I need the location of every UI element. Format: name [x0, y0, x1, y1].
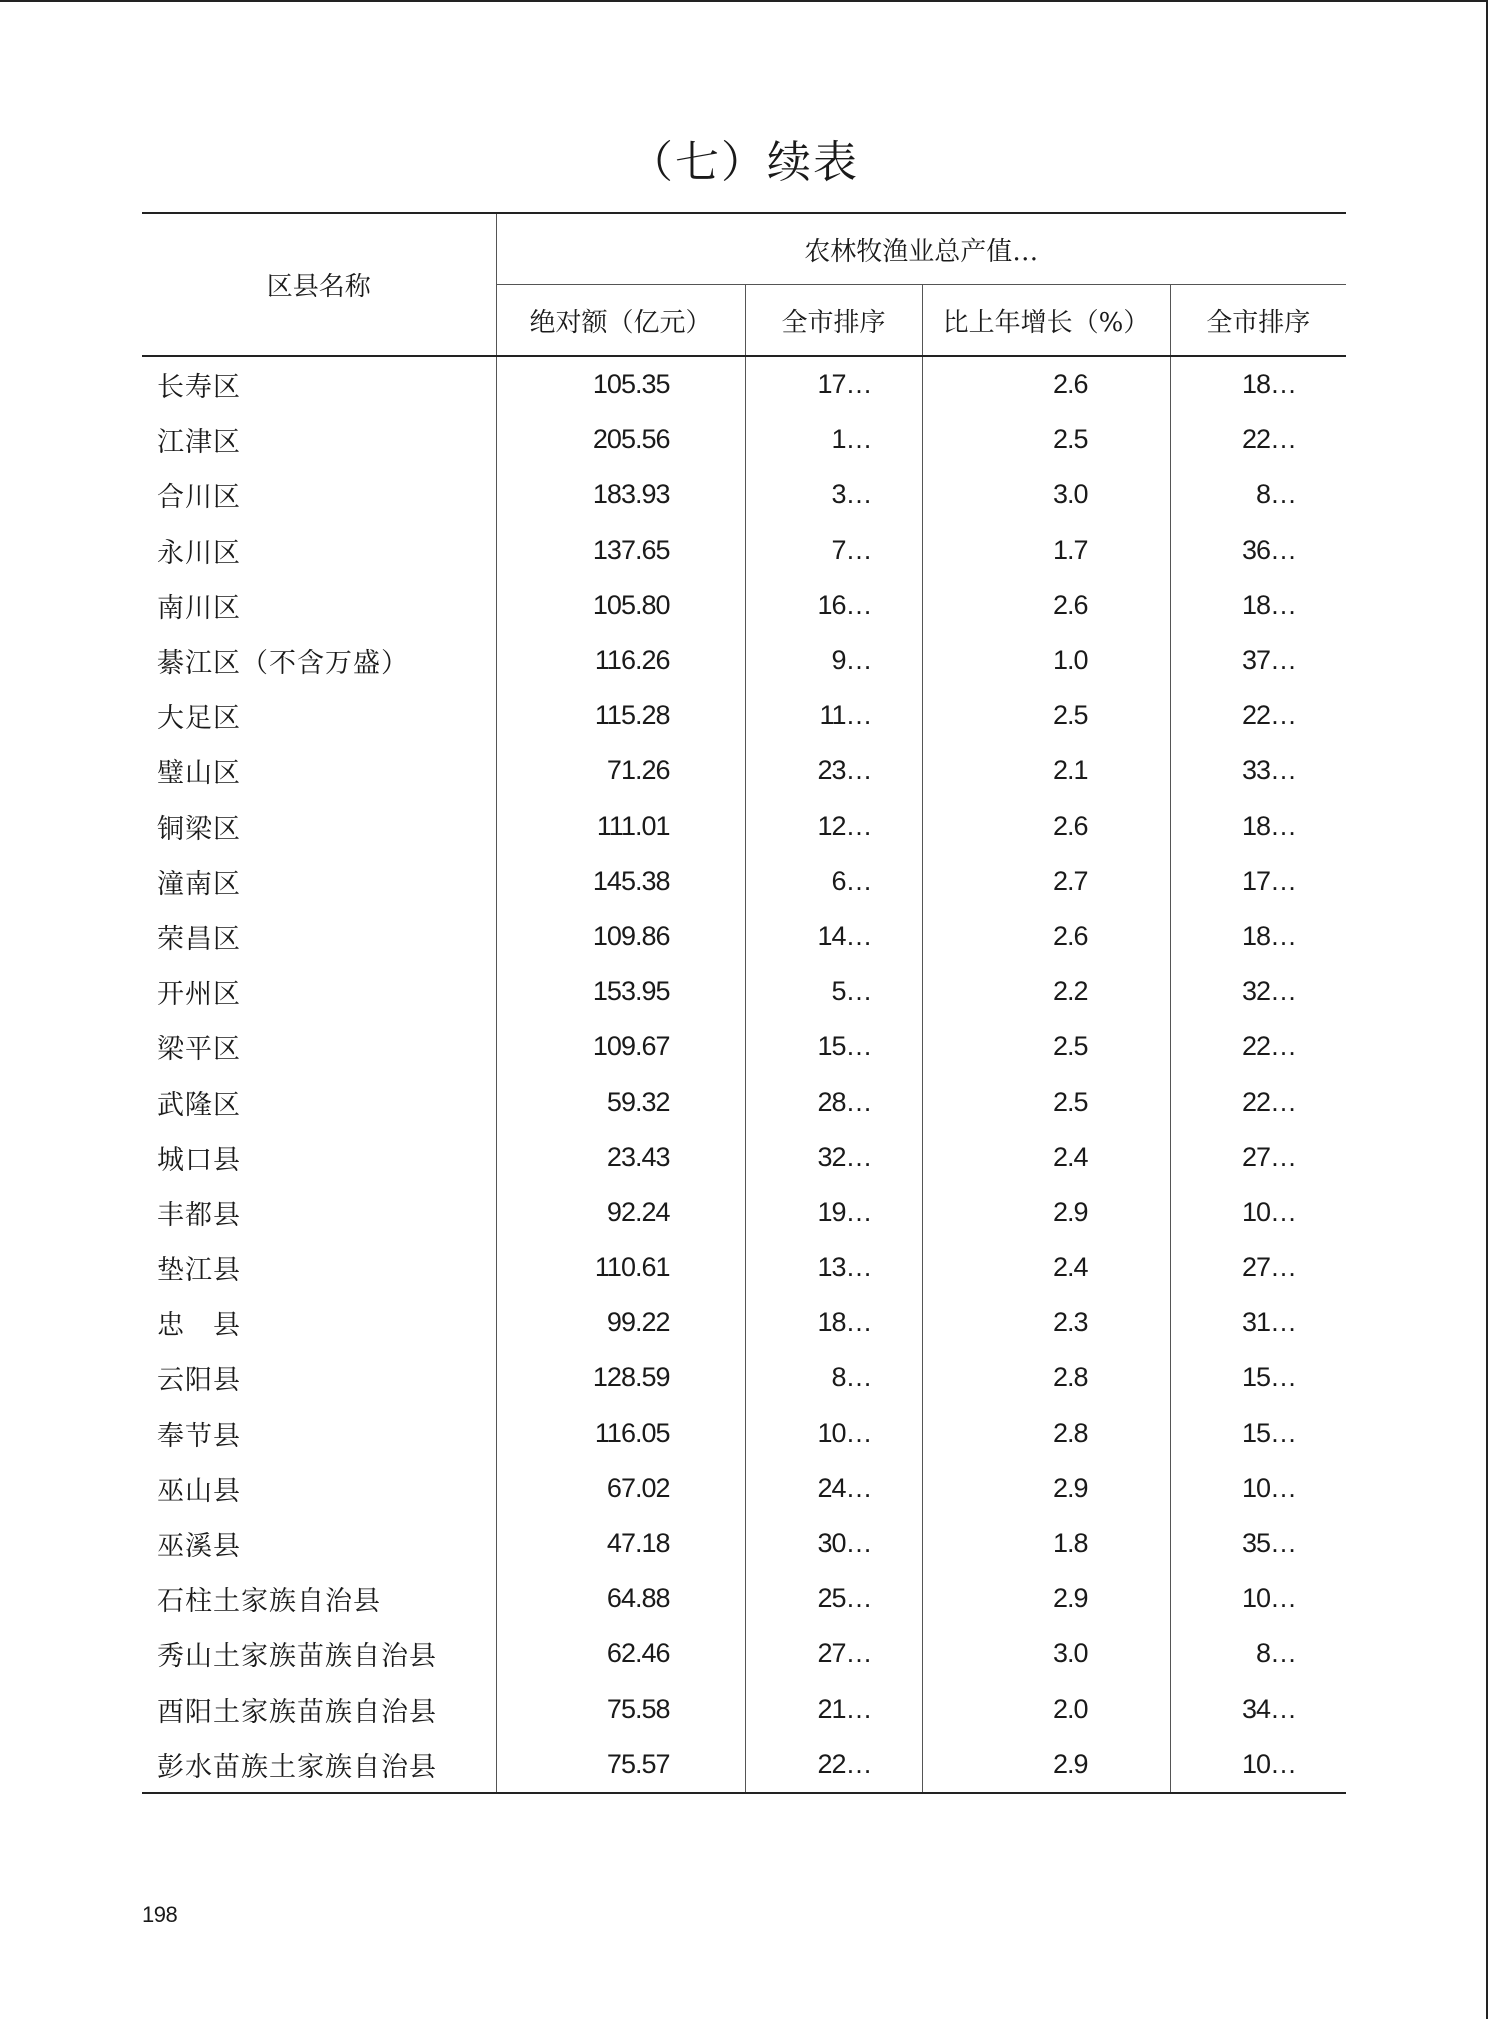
- growth-rank-cell: 15…: [1241, 1362, 1297, 1393]
- table-header: [142, 213, 1346, 356]
- growth-rank-cell: 27…: [1241, 1252, 1297, 1283]
- growth-rate-cell: 2.3: [922, 1295, 1170, 1350]
- table-row: [142, 356, 1346, 412]
- district-name-cell: 铜梁区: [142, 799, 496, 854]
- growth-rate-cell: 1.8: [922, 1516, 1170, 1571]
- growth-rate-cell: 2.9: [922, 1571, 1170, 1626]
- table-row: [142, 1461, 1346, 1516]
- absolute-value-cell: 128.59: [496, 1350, 745, 1405]
- district-name-cell: 酉阳土家族苗族自治县: [142, 1682, 496, 1737]
- absolute-value-cell: 75.58: [496, 1682, 745, 1737]
- table-row: [142, 964, 1346, 1019]
- value-rank-cell: 9…: [745, 633, 922, 688]
- growth-rank-cell: 34…: [1241, 1693, 1297, 1724]
- growth-rate-cell: 2.8: [922, 1350, 1170, 1405]
- growth-rate-cell: 2.0: [922, 1682, 1170, 1737]
- table-row: [142, 1682, 1346, 1737]
- absolute-value-cell: 153.95: [496, 964, 745, 1019]
- table-row: [142, 688, 1346, 743]
- absolute-value-header: 绝对额（亿元）: [496, 285, 745, 357]
- district-name-cell: 秀山土家族苗族自治县: [142, 1626, 496, 1681]
- value-rank-cell: 13…: [745, 1240, 922, 1295]
- value-rank-cell: 32…: [745, 1130, 922, 1185]
- growth-rate-cell: 3.0: [922, 1626, 1170, 1681]
- value-rank-cell: 11…: [745, 688, 922, 743]
- district-name-cell: 忠 县: [142, 1295, 496, 1350]
- growth-rate-cell: 2.5: [922, 1019, 1170, 1074]
- district-name-cell: 云阳县: [142, 1350, 496, 1405]
- growth-rank-cell: 31…: [1241, 1307, 1297, 1338]
- group-header: 农林牧渔业总产值…: [496, 213, 1346, 285]
- growth-rank-cell: 15…: [1241, 1417, 1297, 1448]
- value-rank-cell: 27…: [745, 1626, 922, 1681]
- table-row: [142, 1571, 1346, 1626]
- growth-rate-header: 比上年增长（%）: [922, 285, 1170, 357]
- growth-rank-cell: 33…: [1241, 755, 1297, 786]
- district-name-cell: 武隆区: [142, 1074, 496, 1129]
- district-name-cell: 丰都县: [142, 1185, 496, 1240]
- absolute-value-cell: 62.46: [496, 1626, 745, 1681]
- value-rank-cell: 3…: [745, 467, 922, 522]
- growth-rank-cell: 36…: [1241, 534, 1297, 565]
- growth-rate-cell: 2.4: [922, 1240, 1170, 1295]
- absolute-value-cell: 67.02: [496, 1461, 745, 1516]
- table-body: [142, 356, 1346, 1793]
- growth-rate-cell: 2.8: [922, 1406, 1170, 1461]
- table-row: [142, 578, 1346, 633]
- district-name-cell: 开州区: [142, 964, 496, 1019]
- value-rank-cell: 23…: [745, 743, 922, 798]
- district-name-cell: 长寿区: [142, 356, 496, 412]
- absolute-value-cell: 75.57: [496, 1737, 745, 1793]
- table-row: [142, 854, 1346, 909]
- table-row: [142, 1350, 1346, 1405]
- absolute-value-cell: 111.01: [496, 799, 745, 854]
- district-name-cell: 南川区: [142, 578, 496, 633]
- statistics-table: [142, 212, 1346, 1794]
- growth-rank-cell: 18…: [1241, 369, 1297, 400]
- table-row: [142, 412, 1346, 467]
- absolute-value-cell: 23.43: [496, 1130, 745, 1185]
- table-row: [142, 799, 1346, 854]
- growth-rate-cell: 2.2: [922, 964, 1170, 1019]
- absolute-value-cell: 105.35: [496, 356, 745, 412]
- growth-rank-cell: 22…: [1241, 700, 1297, 731]
- growth-rate-cell: 2.5: [922, 412, 1170, 467]
- table-row: [142, 1406, 1346, 1461]
- growth-rate-cell: 2.9: [922, 1461, 1170, 1516]
- growth-rank-cell: 27…: [1241, 1141, 1297, 1172]
- growth-rank-cell: 35…: [1241, 1528, 1297, 1559]
- value-rank-header: 全市排序: [745, 285, 922, 357]
- absolute-value-cell: 99.22: [496, 1295, 745, 1350]
- growth-rank-cell: 22…: [1241, 1031, 1297, 1062]
- growth-rate-cell: 2.7: [922, 854, 1170, 909]
- growth-rank-cell: 22…: [1241, 1086, 1297, 1117]
- table-row: [142, 633, 1346, 688]
- growth-rate-cell: 1.0: [922, 633, 1170, 688]
- absolute-value-cell: 110.61: [496, 1240, 745, 1295]
- growth-rank-cell: 10…: [1241, 1583, 1297, 1614]
- district-name-cell: 大足区: [142, 688, 496, 743]
- absolute-value-cell: 109.67: [496, 1019, 745, 1074]
- district-name-cell: 梁平区: [142, 1019, 496, 1074]
- growth-rate-cell: 2.6: [922, 799, 1170, 854]
- growth-rate-cell: 3.0: [922, 467, 1170, 522]
- district-name-cell: 彭水苗族土家族自治县: [142, 1737, 496, 1793]
- district-name-cell: 合川区: [142, 467, 496, 522]
- value-rank-cell: 14…: [745, 909, 922, 964]
- value-rank-cell: 8…: [745, 1350, 922, 1405]
- value-rank-cell: 18…: [745, 1295, 922, 1350]
- absolute-value-cell: 137.65: [496, 523, 745, 578]
- district-name-cell: 石柱土家族自治县: [142, 1571, 496, 1626]
- absolute-value-cell: 145.38: [496, 854, 745, 909]
- growth-rank-cell: 37…: [1241, 645, 1297, 676]
- growth-rank-cell: 18…: [1241, 810, 1297, 841]
- growth-rank-cell: 8…: [1255, 1638, 1297, 1669]
- table-row: [142, 1019, 1346, 1074]
- growth-rank-cell: 10…: [1241, 1472, 1297, 1503]
- table-row: [142, 523, 1346, 578]
- page-number: 198: [142, 1902, 178, 1927]
- absolute-value-cell: 71.26: [496, 743, 745, 798]
- table-row: [142, 1074, 1346, 1129]
- absolute-value-cell: 105.80: [496, 578, 745, 633]
- absolute-value-cell: 92.24: [496, 1185, 745, 1240]
- table-row: [142, 909, 1346, 964]
- value-rank-cell: 12…: [745, 799, 922, 854]
- absolute-value-cell: 115.28: [496, 688, 745, 743]
- district-name-cell: 璧山区: [142, 743, 496, 798]
- growth-rank-cell: 18…: [1241, 589, 1297, 620]
- growth-rate-cell: 2.5: [922, 688, 1170, 743]
- value-rank-cell: 6…: [745, 854, 922, 909]
- value-rank-cell: 24…: [745, 1461, 922, 1516]
- value-rank-cell: 25…: [745, 1571, 922, 1626]
- growth-rank-cell: 18…: [1241, 920, 1297, 951]
- growth-rank-cell: 32…: [1241, 976, 1297, 1007]
- growth-rate-cell: 2.6: [922, 578, 1170, 633]
- value-rank-cell: 19…: [745, 1185, 922, 1240]
- value-rank-cell: 28…: [745, 1074, 922, 1129]
- value-rank-cell: 7…: [745, 523, 922, 578]
- table-row: [142, 1185, 1346, 1240]
- value-rank-cell: 22…: [745, 1737, 922, 1793]
- growth-rate-cell: 2.4: [922, 1130, 1170, 1185]
- value-rank-cell: 5…: [745, 964, 922, 1019]
- growth-rank-cell: 10…: [1170, 1737, 1346, 1793]
- value-rank-cell: 17…: [745, 356, 922, 412]
- page-title: （七）续表: [629, 137, 859, 188]
- value-rank-cell: 15…: [745, 1019, 922, 1074]
- table-row: [142, 467, 1346, 522]
- district-name-cell: 荣昌区: [142, 909, 496, 964]
- top-border-line: [0, 0, 1488, 2]
- growth-rate-cell: 2.9: [922, 1185, 1170, 1240]
- table-row: [142, 1626, 1346, 1681]
- growth-rank-cell: 17…: [1241, 865, 1297, 896]
- growth-rate-cell: 2.5: [922, 1074, 1170, 1129]
- growth-rank-cell: 22…: [1241, 424, 1297, 455]
- table-row: [142, 1295, 1346, 1350]
- table-row: [142, 1130, 1346, 1185]
- table-row: [142, 1737, 1346, 1793]
- district-name-header: 区县名称: [142, 213, 496, 356]
- district-name-cell: 城口县: [142, 1130, 496, 1185]
- district-name-cell: 奉节县: [142, 1406, 496, 1461]
- district-name-cell: 永川区: [142, 523, 496, 578]
- growth-rank-header: 全市排序: [1170, 285, 1346, 357]
- district-name-cell: 綦江区（不含万盛）: [142, 633, 496, 688]
- absolute-value-cell: 47.18: [496, 1516, 745, 1571]
- value-rank-cell: 16…: [745, 578, 922, 633]
- growth-rank-cell: 8…: [1255, 479, 1297, 510]
- growth-rate-cell: 2.6: [922, 909, 1170, 964]
- table-row: [142, 743, 1346, 798]
- table-row: [142, 1516, 1346, 1571]
- value-rank-cell: 10…: [745, 1406, 922, 1461]
- district-name-cell: 巫山县: [142, 1461, 496, 1516]
- absolute-value-cell: 116.05: [496, 1406, 745, 1461]
- growth-rate-cell: 1.7: [922, 523, 1170, 578]
- absolute-value-cell: 205.56: [496, 412, 745, 467]
- growth-rate-cell: 2.6: [922, 356, 1170, 412]
- absolute-value-cell: 109.86: [496, 909, 745, 964]
- growth-rank-cell: 10…: [1241, 1196, 1297, 1227]
- growth-rate-cell: 2.1: [922, 743, 1170, 798]
- table-row: [142, 1240, 1346, 1295]
- district-name-cell: 江津区: [142, 412, 496, 467]
- growth-rate-cell: 2.9: [922, 1737, 1170, 1793]
- absolute-value-cell: 116.26: [496, 633, 745, 688]
- absolute-value-cell: 183.93: [496, 467, 745, 522]
- value-rank-cell: 1…: [745, 412, 922, 467]
- value-rank-cell: 30…: [745, 1516, 922, 1571]
- value-rank-cell: 21…: [745, 1682, 922, 1737]
- absolute-value-cell: 59.32: [496, 1074, 745, 1129]
- district-name-cell: 潼南区: [142, 854, 496, 909]
- district-name-cell: 垫江县: [142, 1240, 496, 1295]
- absolute-value-cell: 64.88: [496, 1571, 745, 1626]
- district-name-cell: 巫溪县: [142, 1516, 496, 1571]
